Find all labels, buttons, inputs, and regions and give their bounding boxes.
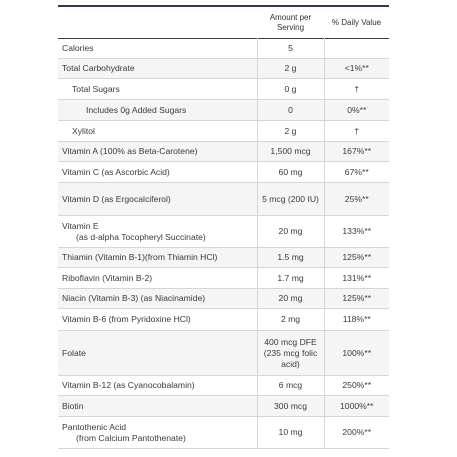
amount-cell: 20 mg <box>257 216 324 248</box>
table-row <box>58 121 389 142</box>
amount-cell: 5 mcg (200 IU) <box>257 183 324 216</box>
nutrient-name-cell <box>58 39 257 59</box>
nutrient-name: Niacin (Vitamin B-3) (as Niacinamide) <box>62 293 206 303</box>
amount-cell: 0 g <box>257 79 324 100</box>
nutrient-name: Thiamin (Vitamin B-1)(from Thiamin HCl) <box>62 252 218 262</box>
nutrient-name-cell <box>58 216 257 248</box>
amount-cell: 2 mg <box>257 309 324 331</box>
table-row <box>58 142 389 162</box>
nutrient-name-cell <box>58 376 257 396</box>
table-row <box>58 396 389 417</box>
nutrient-name-cell <box>58 183 257 216</box>
nutrient-name: Vitamin B-6 (from Pyridoxine HCl) <box>62 314 191 324</box>
amount-cell: 2 g <box>257 121 324 142</box>
nutrient-name: Vitamin D (as Ergocalciferol) <box>62 193 171 204</box>
nutrient-name: Vitamin A (100% as Beta-Carotene) <box>62 146 198 156</box>
nutrient-name: Calories <box>62 43 94 53</box>
amount-cell: 300 mcg <box>257 396 324 417</box>
amount-cell: 0 <box>257 100 324 121</box>
daily-value-cell: 1000%** <box>324 396 389 417</box>
daily-value-cell: 200%** <box>324 417 389 449</box>
nutrient-rows <box>58 39 389 449</box>
daily-value-header: % Daily Value <box>331 17 382 27</box>
nutrient-name-cell <box>58 331 257 376</box>
amount-cell: 20 mg <box>257 289 324 309</box>
nutrient-header <box>58 7 257 39</box>
daily-value-cell: 131%** <box>324 268 389 289</box>
nutrient-name-cell <box>58 417 257 449</box>
amount-cell: 6 mcg <box>257 376 324 396</box>
nutrient-name-cell <box>58 59 257 79</box>
nutrient-name: Total Sugars <box>72 83 120 94</box>
daily-value-cell: 67%** <box>324 162 389 183</box>
nutrient-name: Vitamin B-12 (as Cyanocobalamin) <box>62 380 195 390</box>
table-row <box>58 376 389 396</box>
table-row <box>58 289 389 309</box>
amount-cell: 5 <box>257 39 324 59</box>
nutrient-source: (from Calcium Pantothenate) <box>76 432 186 443</box>
nutrient-name-cell <box>58 309 257 331</box>
table-row <box>58 39 389 59</box>
nutrient-name-cell <box>58 396 257 417</box>
amount-cell: 1.7 mg <box>257 268 324 289</box>
table-row <box>58 162 389 183</box>
amount-cell: 1.5 mg <box>257 248 324 268</box>
nutrient-name-cell <box>58 79 257 100</box>
nutrient-name: Xylitol <box>72 125 95 136</box>
amount-cell: 10 mg <box>257 417 324 449</box>
nutrient-name: Includes 0g Added Sugars <box>86 104 187 115</box>
nutrition-table <box>58 7 389 449</box>
nutrient-name: Vitamin C (as Ascorbic Acid) <box>62 166 170 177</box>
daily-value-cell: <1%** <box>324 59 389 79</box>
nutrient-name-cell <box>58 289 257 309</box>
table-row <box>58 248 389 268</box>
table-row <box>58 417 389 449</box>
daily-value-cell: 167%** <box>324 142 389 162</box>
amount-cell: 1,500 mcg <box>257 142 324 162</box>
daily-value-cell: 0%** <box>324 100 389 121</box>
daily-value-cell: † <box>324 79 389 100</box>
daily-value-cell: 125%** <box>324 289 389 309</box>
table-row <box>58 309 389 331</box>
nutrient-name-cell <box>58 121 257 142</box>
amount-per-serving-header: Amount per Serving <box>269 12 312 32</box>
table-row <box>58 59 389 79</box>
table-row <box>58 268 389 289</box>
daily-value-cell: 100%** <box>324 331 389 376</box>
daily-value-cell: 133%** <box>324 216 389 248</box>
daily-value-cell: † <box>324 121 389 142</box>
daily-value-cell: 118%** <box>324 309 389 331</box>
nutrient-name: Biotin <box>62 400 84 411</box>
amount-cell: 400 mcg DFE (235 mcg folic acid) <box>257 331 324 376</box>
nutrient-name-cell <box>58 268 257 289</box>
nutrient-name: Riboflavin (Vitamin B-2) <box>62 272 153 283</box>
table-row <box>58 183 389 216</box>
nutrient-name: Pantothenic Acid <box>62 421 127 432</box>
amount-cell: 2 g <box>257 59 324 79</box>
table-header-row <box>58 7 389 39</box>
daily-value-cell: 125%** <box>324 248 389 268</box>
table-row <box>58 216 389 248</box>
nutrient-name-cell <box>58 142 257 162</box>
nutrient-name: Total Carbohydrate <box>62 63 135 73</box>
table-row <box>58 331 389 376</box>
nutrient-name-cell <box>58 248 257 268</box>
nutrient-name-cell <box>58 162 257 183</box>
table-row <box>58 100 389 121</box>
nutrient-name: Vitamin E <box>62 220 99 231</box>
supplement-facts-panel <box>58 5 389 449</box>
nutrient-name-cell <box>58 100 257 121</box>
daily-value-cell: 250%** <box>324 376 389 396</box>
daily-value-cell: 25%** <box>324 183 389 216</box>
amount-cell: 60 mg <box>257 162 324 183</box>
table-row <box>58 79 389 100</box>
daily-value-cell <box>324 39 389 59</box>
nutrient-source: (as d-alpha Tocopheryl Succinate) <box>76 231 206 242</box>
nutrient-name: Folate <box>62 347 86 358</box>
